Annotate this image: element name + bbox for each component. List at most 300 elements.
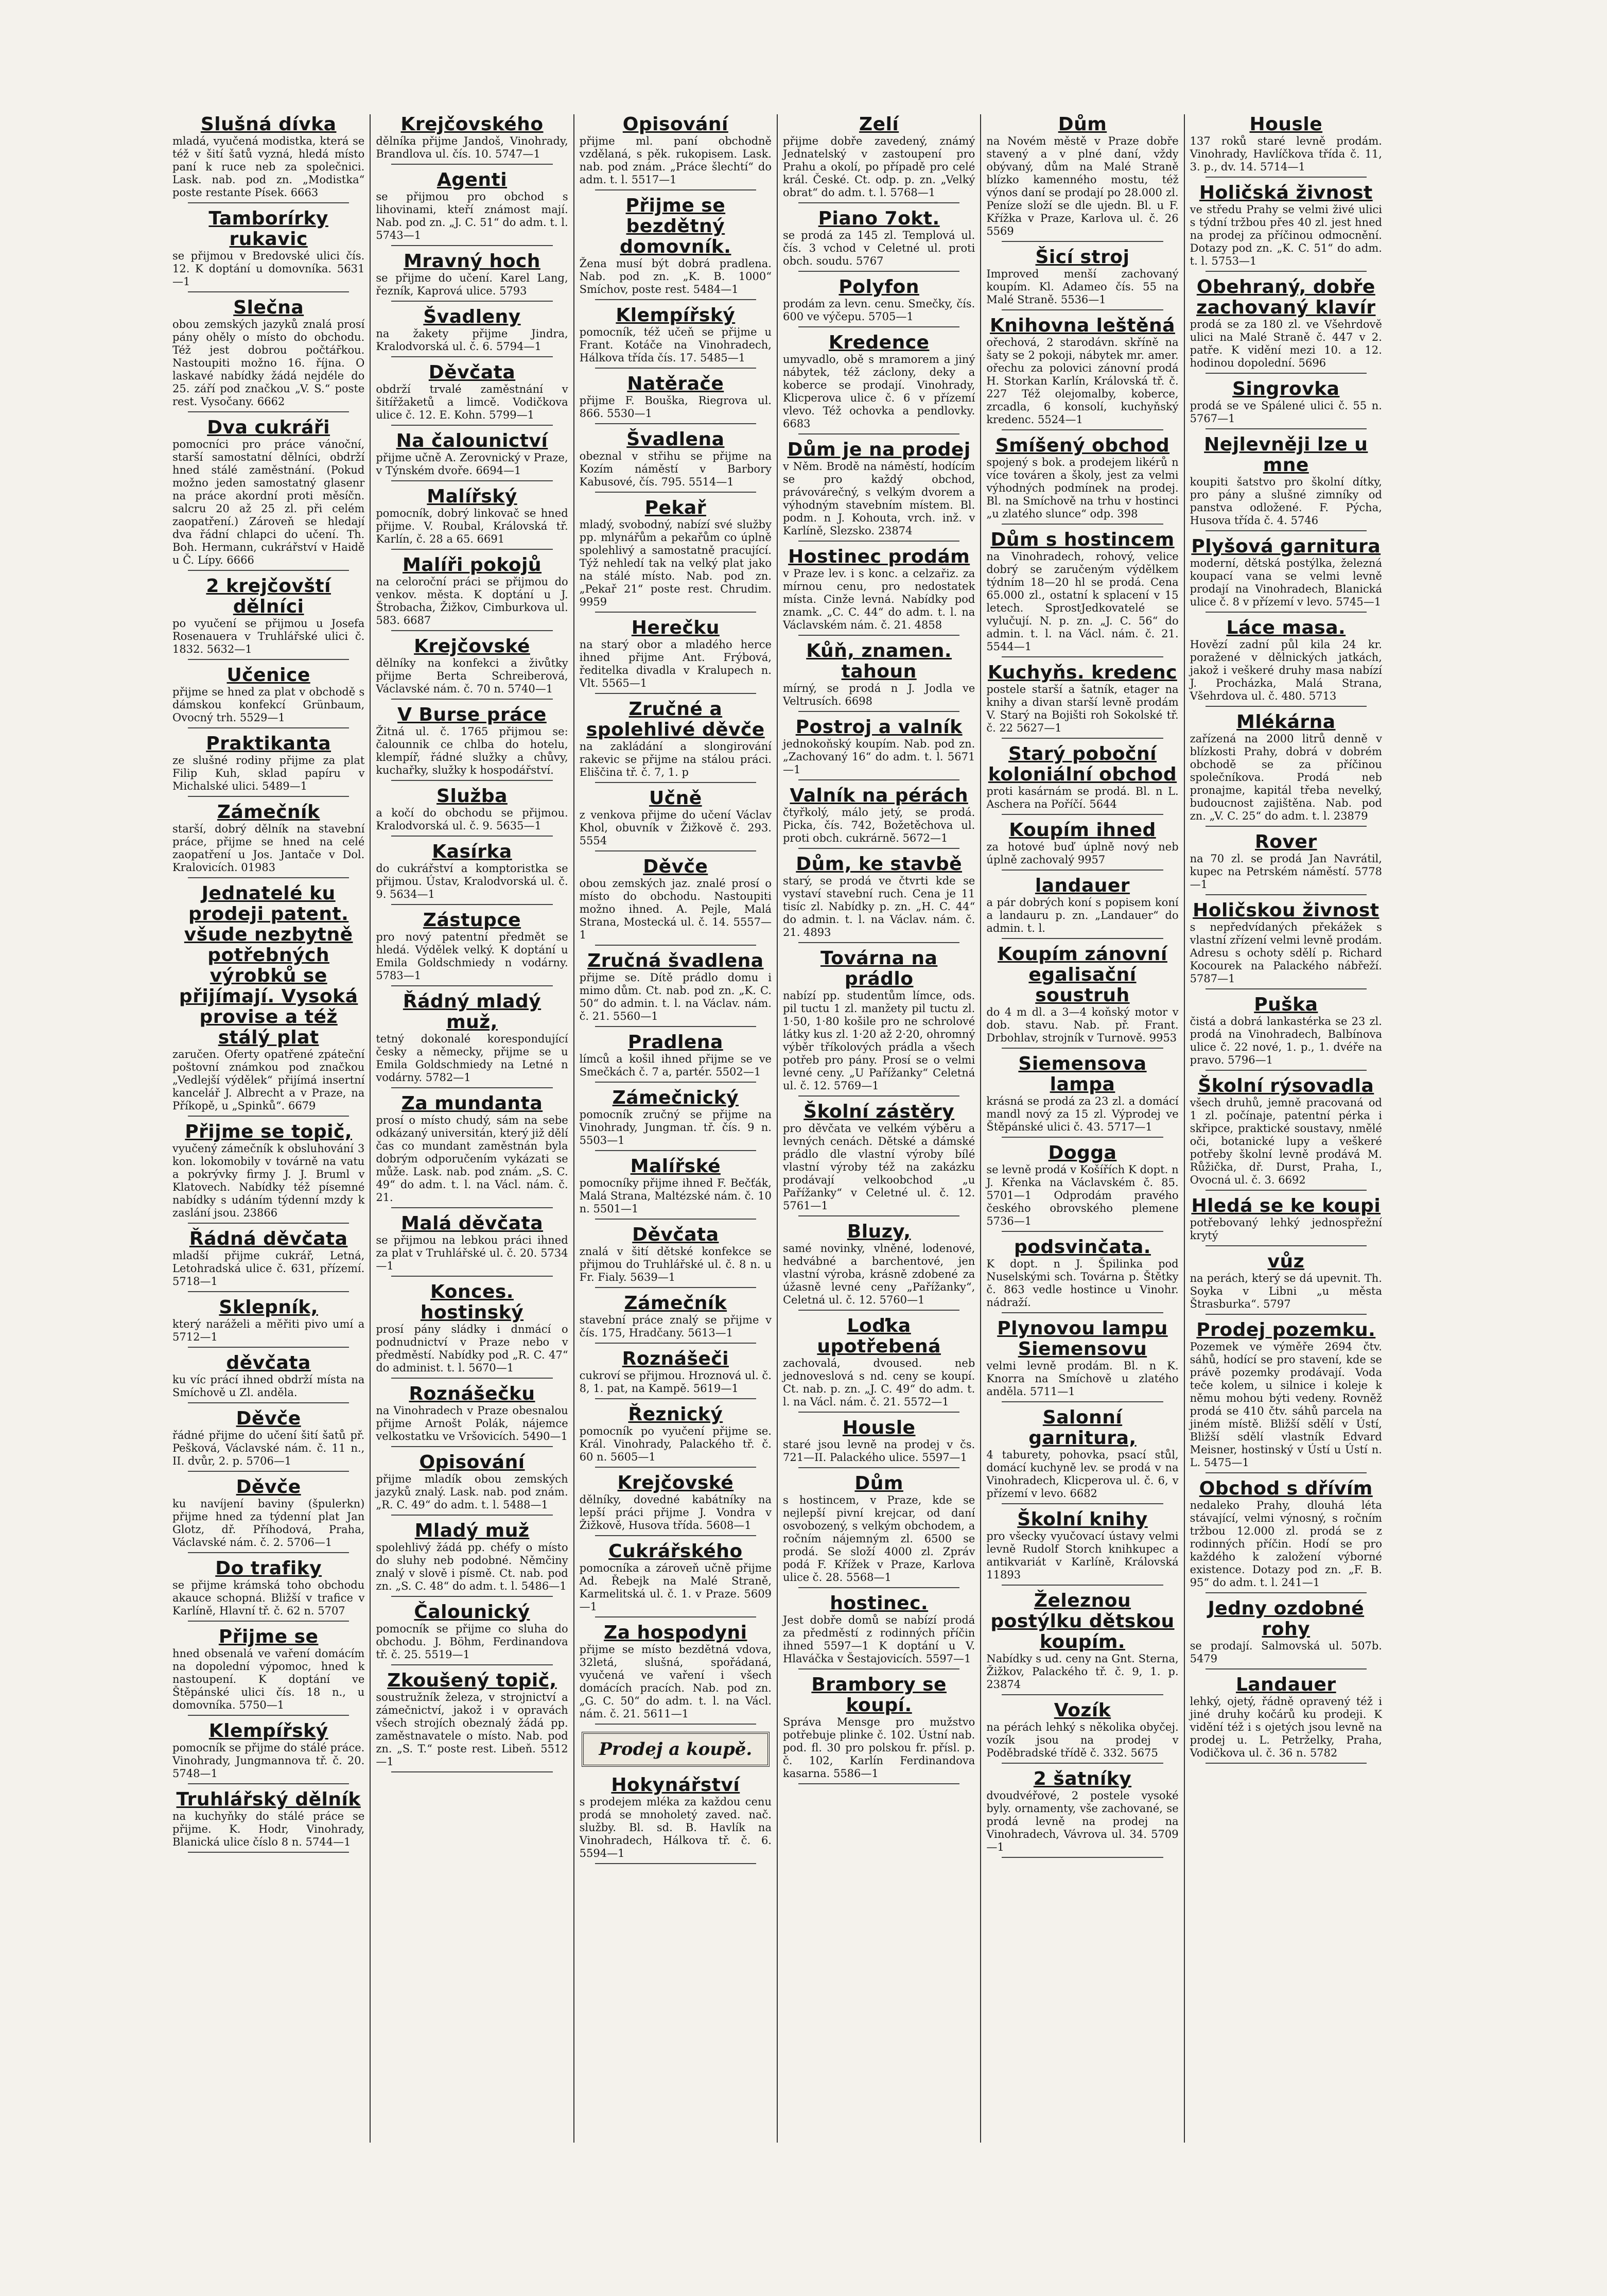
ad-headline: Školní knihy <box>1017 1509 1148 1530</box>
ad-divider <box>1206 706 1367 707</box>
ad-divider <box>1206 530 1367 531</box>
classified-ad <box>376 786 568 837</box>
ad-divider <box>595 299 756 300</box>
ad-divider <box>188 1621 349 1622</box>
ad-body: prosí o místo chudý, sám na sebe odkázaný universitán, který již dělí čas co mundant zaměstnán byla dobrým odporučením vykázati se může. Lask. nab. pod znám. „S. C. 49“ do adm. t. l. na Václ. nám. č. 21. <box>376 1114 568 1204</box>
classified-ad <box>986 114 1178 242</box>
classified-ad <box>1190 183 1382 272</box>
ad-body: soustružník železa, v strojnictví a zámečnictví, jakož i v opravách všech strojích obeznalý žádá pp. zaměstnavatele o místo. Nab. pod zn. „S. T.“ poste rest. Libeň. 5512—1 <box>376 1691 568 1768</box>
ad-body: pro děvčata ve velkém výběru a levných cenách. Dětské a dámské prádlo dle vlastní výroby bílé vlastní výroby též na zakázku prodávají velkoobchod „u Pařížanky“ v Celetné ul. č. 12. 5761—1 <box>782 1122 975 1212</box>
ad-headline: Slušná dívka <box>200 114 337 135</box>
classified-ad <box>172 1477 364 1553</box>
ad-headline: Malířský <box>427 486 517 507</box>
ad-body: čtyřkolý, málo jetý, se prodá. Picka, čís. 742, Božetěchova ul. proti obch. cukrárně. 5672—1 <box>782 806 975 844</box>
classified-ad <box>1190 379 1382 429</box>
ad-headline: Natěrače <box>627 373 724 394</box>
ad-divider <box>595 612 756 613</box>
classified-ad <box>376 486 568 550</box>
classified-ad <box>172 418 364 571</box>
ad-headline: Školní rýsovadla <box>1198 1075 1374 1097</box>
ad-body: K dopt. n J. Špilinka pod Nuselskými sch. Továrna p. Štětky č. 863 vedle hostince u Vinohr. nádraží. <box>986 1258 1179 1309</box>
ad-divider <box>1002 869 1163 871</box>
ad-headline: Zkoušený topič, <box>387 1670 557 1691</box>
ad-body: prodá se za 180 zl. ve Všehrdově ulici na Malé Straně č. 447 v 2. patře. K vidění mezi 10. a 12. hodinou dopolední. 5696 <box>1190 318 1382 369</box>
ad-divider <box>391 1664 552 1665</box>
classified-ad <box>783 1593 975 1669</box>
ad-headline: Dogga <box>1048 1142 1117 1163</box>
ad-divider <box>391 985 552 986</box>
ad-headline: Housle <box>842 1417 916 1438</box>
ad-headline: Prodej pozemku. <box>1196 1319 1376 1341</box>
ad-body: nedaleko Prahy, dlouhá léta stávající, velmi výnosný, s ročním tržbou 12.000 zl. prodá se z rodinných příčin. Hodí se pro každého k založení výborné existence. Dotazy pod zn. „F. B. 95“ do adm. t. l. 241—1 <box>1190 1499 1382 1589</box>
ad-headline: 2 krejčovští dělníci <box>206 576 331 617</box>
ad-body: s hostincem, v Praze, kde se nejlepší pivní krejcar, od daní osvobozený, s velkým obchodem, a ročním nájemným zl. 6500 se prodá. Se složí 4000 zl. Zpráv podá F. Křížek v Praze, Karlova ulice č. 28. 5568—1 <box>782 1494 975 1584</box>
classified-ad <box>986 1700 1178 1764</box>
ad-divider <box>595 1535 756 1536</box>
ad-body: přijme se. Dítě prádlo domu i mimo dům. Ct. nab. pod zn. „K. C. 50“ do admin. t. l. na Václav. nám. č. 21. 5560—1 <box>579 971 772 1022</box>
classified-ad <box>783 1418 975 1468</box>
ad-headline: Dům <box>854 1473 903 1494</box>
ad-headline: Mlékárna <box>1236 711 1336 733</box>
ad-headline: Malá děvčata <box>400 1213 544 1234</box>
column-6 <box>1185 114 1387 2143</box>
classified-ad <box>1190 1479 1382 1593</box>
ad-divider <box>1002 241 1163 242</box>
classified-ad <box>1190 1598 1382 1669</box>
ad-headline: Švadleny <box>423 306 521 327</box>
ad-body: ořechová, 2 starodávn. skříně na šaty se 2 pokoji, nábytek mr. amer. ořechu za polovici zánovní prodá H. Storkan Karlín, Královská tř. č. 227 Též olejomalby, koberce, zrcadla, 6 konsolí, kuchyňský kredenc. 5524—1 <box>986 336 1179 426</box>
ad-headline: Za mundanta <box>401 1093 543 1114</box>
ad-divider <box>595 189 756 190</box>
ad-body: z venkova přijme do učení Václav Khol, obuvník v Žižkově č. 293. 5554 <box>579 809 772 847</box>
ad-headline: 2 šatníky <box>1033 1768 1132 1789</box>
section-heading-box <box>582 1732 770 1767</box>
ad-body: řádné přijme do učení šití šatů př. Pešková, Václavské nám. č. 11 n., II. dvůr, 2. p. 5706—1 <box>172 1429 365 1467</box>
ad-body: Pozemek ve výměře 2694 čtv. sáhů, hodící se pro stavení, kde se právě pozemky prodávají. Voda teče kolem, u silnice i koleje k němu mohou býti vedeny. Rovněž prodá se 410 čtv. sáhů parcela na jiném místě. Bližší sdělí v Ústí, Bližší sdělí vlastník Edvard Meisner, hostinský v Ústí u Ústí n. L. 5475—1 <box>1190 1341 1382 1469</box>
ad-body: zachovalá, dvoused. neb jednoveslová s nd. ceny se koupí. Ct. nab. p. zn. „J. C. 49“ do adm. t. l. na Václ. nám. č. 21. 5572—1 <box>782 1357 975 1408</box>
ad-body: vyučený zámečník k obsluhování 3 kon. lokomobily v továrně na vatu a pokrývky firmy J. J. Bruml v Klatovech. Nabídky též písemné nabídky s udáním týdenní mzdy k zaslání jsou. 23866 <box>172 1142 365 1219</box>
ad-divider <box>1206 1592 1367 1593</box>
classified-ad <box>783 1102 975 1216</box>
ad-headline: Obehraný, dobře zachovaný klavír <box>1196 276 1376 318</box>
classified-ad <box>1190 1196 1382 1246</box>
classified-ad <box>986 436 1178 525</box>
ad-body: 137 roků staré levně prodám. Vinohrady, Havlíčkova třída č. 11, 3. p., dv. 14. 5714—1 <box>1190 135 1382 173</box>
ad-body: Hovězí zadní půl kila 24 kr. poražené v dělnických jatkách, jakož i veškeré druhy masa nabízí J. Procházka, Malá Strana, Všehrdova ul. č. 480. 5713 <box>1190 638 1382 702</box>
ad-divider <box>1206 1070 1367 1071</box>
classified-ad <box>172 208 364 292</box>
ad-body: potřebovaný lehký jednospřežní krytý <box>1190 1216 1382 1242</box>
ad-headline: Řeznický <box>628 1404 723 1425</box>
ad-body: na 70 zl. se prodá Jan Navrátil, kupec na Petrském náměstí. 5778—1 <box>1190 853 1382 891</box>
ad-headline: Brambory se koupí. <box>811 1674 947 1716</box>
ad-headline: podsvinčata. <box>1014 1237 1151 1258</box>
ad-headline: Dům <box>1058 114 1107 135</box>
ad-body: Žena musí být dobrá pradlena. Nab. pod zn. „K. B. 1000“ Smíchov, poste rest. 5484—1 <box>579 257 772 295</box>
ad-headline: Herečku <box>631 617 720 638</box>
ad-divider <box>1002 524 1163 525</box>
ad-divider <box>391 1515 552 1516</box>
ad-body: postele starší a šatník, etager na knihy a divan starší levně prodám V. Starý na Bojišti roh Sokolské tř. č. 22 5627—1 <box>986 683 1179 734</box>
classified-ad <box>1190 1251 1382 1315</box>
classified-ad <box>1190 434 1382 531</box>
ad-body: obeznal v střihu se přijme na Kozím náměstí v Barbory Kabusové, čís. 795. 5514—1 <box>579 450 772 488</box>
ad-body: Jest dobře domů se nabízí prodá za předměstí z rodinných příčin ihned 5597—1 K doptání u V. Hlaváčka v Šestajovicích. 5597—1 <box>782 1614 975 1665</box>
classified-ad <box>172 665 364 728</box>
classified-ad <box>172 734 364 797</box>
ad-divider <box>188 1715 349 1716</box>
ad-divider <box>798 271 959 272</box>
ad-headline: Kůň, znamen. tahoun <box>806 640 952 682</box>
ad-body: v Praze lev. i s konc. a celzařiz. za mírnou cenu, pro nedostatek místa. Cinže levná. Nabídky pod znamk. „C. C. 44“ do adm. t. l. na Václavském nám. č. 21. 4858 <box>782 567 975 631</box>
classified-ad <box>1190 114 1382 178</box>
ad-divider <box>188 1223 349 1224</box>
classified-ad <box>580 196 772 300</box>
ad-headline: hostinec. <box>830 1593 929 1614</box>
classified-ad <box>580 951 772 1027</box>
ad-body: 4 taburety, pohovka, psací stůl, domácí kuchyně lev. se prodá v na Vinohradech, Klicperova ul. č. 6, v přízemí v levo. 6682 <box>986 1449 1179 1500</box>
ad-headline: Švadlena <box>626 429 725 450</box>
ad-headline: Holičská živnost <box>1199 182 1373 203</box>
ad-divider <box>188 1852 349 1853</box>
ad-divider <box>1206 612 1367 613</box>
classified-ad <box>376 1602 568 1665</box>
ad-headline: Krejčovského <box>400 114 544 135</box>
ad-headline: Kuchyňs. kredenc <box>988 662 1177 683</box>
classified-ad <box>783 1473 975 1588</box>
ad-headline: Opisování <box>419 1452 525 1473</box>
ad-headline: Pradlena <box>627 1032 723 1053</box>
classified-ad <box>783 440 975 542</box>
ad-headline: Čalounický <box>414 1602 530 1623</box>
ad-headline: Školní zástěry <box>804 1101 955 1122</box>
ad-headline: Děvčata <box>632 1224 719 1245</box>
ad-body: na Novém městě v Praze dobře stavený a v plné daní, vždy obývaný, dům na Malé Straně blízko kamenného mostu, též výnos daní se prodají po 28.000 zl. Peníze složí se dle ujedn. Bl. u F. Křížka v Praze, Karlova ul. č. 26 5569 <box>986 135 1179 237</box>
classified-ad <box>783 208 975 272</box>
ad-headline: Zástupce <box>423 910 521 931</box>
ad-headline: Siemensova lampa <box>1018 1053 1147 1095</box>
ad-divider <box>798 1310 959 1311</box>
ad-body: pomocník, též učeň se přijme u Frant. Kotáče na Vinohradech, Hálkova třída čís. 17. 5485—1 <box>579 326 772 364</box>
ad-body: na zakládání a slongirování rakevic se přijme na stálou práci. Eliščina tř. č. 7, 1. p <box>579 740 772 778</box>
ad-divider <box>391 1771 552 1772</box>
ad-body: krásná se prodá za 23 zl. a domácí mandl nový za 15 zl. Výprodej ve Štěpánské ulici č. 43. 5717—1 <box>986 1095 1179 1133</box>
ad-body: obou zemských jaz. znalé prosí o místo do obchodu. Nastoupiti možno ihned. A. Pejle, Malá Strana, Mostecká ul. č. 14. 5557—1 <box>579 877 772 941</box>
ad-body: pomocníci pro práce vánoční, starší samostatní dělníci, obdrží hned stálé zaměstnání. (Pokud možno jeden samostatný glasenr na práce akordní proti měsíčn. salcru 20 až 25 zl. při celém zaopatření.) Zároveň se hledají dva řádní chlapci do učení. Th. Boh. Hermann, cukrářství v Haidě u Č. Lípy. 6666 <box>172 438 365 566</box>
classified-ad <box>986 663 1178 739</box>
ad-headline: Slečna <box>233 297 304 318</box>
ad-body: přijme se místo bezdětná vdova, 32letá, slušná, spořádaná, vyučená ve vaření i všech domácích pracích. Nab. pod zn. „G. C. 50“ do adm. t. l. na Václ. nám. č. 21. 5611—1 <box>579 1643 772 1720</box>
classified-ad <box>172 1408 364 1472</box>
classified-ad <box>376 705 568 781</box>
ad-headline: Postroj a valník <box>795 717 963 738</box>
ad-headline: Přijme se <box>218 1626 319 1647</box>
ad-body: pomocník se přijme do stálé práce. Vinohrady, Jungmannova tř. č. 20. 5748—1 <box>172 1742 365 1780</box>
ad-divider <box>798 848 959 849</box>
classified-ad <box>376 170 568 246</box>
ad-headline: Jednatelé ku prodeji patent. všude nezbytně potřebných výrobků se přijímají. Vysoká provise a též stálý plat <box>179 883 358 1048</box>
ad-divider <box>1002 1137 1163 1138</box>
classified-ad <box>580 429 772 493</box>
ad-headline: Hostinec prodám <box>788 546 970 567</box>
ad-headline: Krejčovské <box>414 636 530 657</box>
ad-divider <box>798 1668 959 1669</box>
ad-divider <box>188 291 349 292</box>
ad-body: spojený s bok. a prodejem likérů n více továren a školy, jest za velmi výhodných podmínek na prodej. Bl. na Smíchově na trhu v hostinci „u zlatého slunce“ odp. 398 <box>986 456 1179 520</box>
classified-ad <box>580 788 772 851</box>
ad-divider <box>1206 1245 1367 1246</box>
ad-headline: Mravný hoch <box>404 251 540 272</box>
ad-body: pro všecky vyučovací ústavy velmi levně Rudolf Storch knihkupec a antikvariát v Karlíně, Královská 11893 <box>986 1530 1179 1581</box>
ad-divider <box>798 779 959 780</box>
ad-headline: Děvče <box>236 1476 301 1498</box>
ad-divider <box>391 549 552 550</box>
classified-ad <box>376 1213 568 1277</box>
ad-body: jednokoňský koupím. Nab. pod zn. „Zachovaný 16“ do adm. t. l. 5671—1 <box>782 738 975 776</box>
ad-headline: Za hospodyni <box>604 1622 747 1643</box>
ad-headline: Továrna na prádlo <box>820 948 938 989</box>
ad-body: a kočí do obchodu se přijmou. Kralodvorská ul. č. 9. 5635—1 <box>376 807 568 832</box>
classified-ad <box>580 1088 772 1151</box>
ad-headline: Železnou postýlku dětskou koupím. <box>990 1590 1175 1653</box>
ad-divider <box>595 1219 756 1220</box>
classified-ad <box>986 876 1178 939</box>
classified-ad <box>172 576 364 660</box>
classified-ad <box>783 786 975 849</box>
classified-ad <box>580 1349 772 1399</box>
ad-headline: Dům, ke stavbě <box>796 854 963 875</box>
column-4 <box>778 114 981 2143</box>
ad-headline: Kasírka <box>432 841 512 862</box>
ad-headline: Salonní garnitura, <box>1028 1407 1137 1449</box>
ad-body: Žitná ul. č. 1765 přijmou se: čalounnik ce chlba do hotelu, klempíř, řádné služky a chůvy, kuchařky, služky k hospodářství. <box>376 725 568 776</box>
classified-ad <box>580 305 772 369</box>
ad-divider <box>188 877 349 878</box>
ad-headline: Koupím zánovní egalisační soustruh <box>998 944 1167 1006</box>
ad-divider <box>1206 428 1367 429</box>
ad-headline: Landauer <box>1235 1674 1336 1695</box>
ad-body: znalá v šití dětské konfekce se přijmou do Truhlářské ul. č. 8 n. u Fr. Fialy. 5639—1 <box>579 1245 772 1283</box>
ad-headline: Truhlářský dělník <box>176 1789 361 1810</box>
ad-headline: Zámečnický <box>612 1087 739 1108</box>
ad-headline: landauer <box>1035 875 1130 896</box>
ad-divider <box>1002 1585 1163 1586</box>
ad-divider <box>188 1291 349 1292</box>
ad-body: ve středu Prahy se velmi živé ulici s týdní tržbou přes 40 zl. jest hned na prodej za příčinou odmocnění. Dotazy pod zn. „K. C. 51“ do adm. t. l. 5753—1 <box>1190 203 1382 267</box>
ad-body: hned obsenalá ve vaření domácím na dopolední výpomoc, hned k nastoupení. K doptání ve Štěpánské ulici čís. 18 n., u domovníka. 5750—1 <box>172 1647 365 1711</box>
ad-body: ku navíjení baviny (špulerkn) přijme hned za týdenní plat Jan Glotz, dř. Příhodová, Praha, Václavské nám. č. 2. 5706—1 <box>172 1498 365 1549</box>
ad-body: na Vinohradech, rohový, velice dobrý se zaručeným výdělkem týdním 18—20 hl se prodá. Cena 65.000 zl., ostatní k splacení v 15 letech. SprostJedkovatelé se vylučují. N. p. zn. „J. C. 56“ do admin. t. l. na Václ. nám. č. 21. 5544—1 <box>986 550 1179 653</box>
ad-body: staré jsou levně na prodej v čs. 721—II. Palackého ulice. 5597—1 <box>782 1438 975 1464</box>
classified-ad <box>986 1407 1178 1504</box>
ad-headline: Holičskou živnost <box>1193 900 1379 921</box>
ad-body: nabízí pp. studentům límce, ods. pil tuctu 1 zl. manžety pil tuctu zl. 1·50, 1·80 košile pro ne schrolové látky kus zl. 1·20 až 2·20, ohromný výběr tříkolových prádla a všech potřeb pro pány. Prosí se o velmi levné ceny. „U Pařížanky“ Celetná ul. č. 12. 5769—1 <box>782 989 975 1092</box>
classified-ad <box>1190 277 1382 374</box>
classified-ad <box>580 618 772 694</box>
ad-headline: Malířské <box>630 1156 721 1177</box>
ad-divider <box>1206 1314 1367 1315</box>
ad-divider <box>1206 373 1367 374</box>
ad-divider <box>1002 1503 1163 1504</box>
ad-body: čistá a dobrá lankastérka se 23 zl. prodá na Vinohradech, Balbínova ulice č. 22 nové, 1. p., 1. dvéře na pravo. 5796—1 <box>1190 1015 1382 1066</box>
ad-body: se přijme krámská toho obchodu akauce schopná. Bližší v trafice v Karlíně, Hlavní tř. č. 62 n. 5707 <box>172 1579 365 1617</box>
ad-divider <box>391 904 552 905</box>
ad-headline: Opisování <box>622 114 728 135</box>
classified-ad <box>986 1591 1178 1695</box>
ad-headline: Konces. hostinský <box>420 1281 524 1323</box>
classified-ad <box>783 1222 975 1311</box>
ad-divider <box>798 1215 959 1216</box>
ad-body: za hotové buď úplně nový neb úplně zachovalý 9957 <box>986 841 1179 866</box>
classified-ad <box>376 636 568 700</box>
ad-divider <box>1002 814 1163 815</box>
ad-body: velmi levně prodám. Bl. n K. Knorra na Smíchově u zlatého anděla. 5711—1 <box>986 1360 1179 1398</box>
classified-ad <box>986 744 1178 815</box>
ad-headline: Přijme se bezdětný domovník. <box>620 195 731 257</box>
ad-body: spolehlivý žádá pp. chéfy o místo do sluhy neb podobné. Němčiny znalý v slově i písmě. Ct. nab. pod zn. „S. C. 48“ do adm. t. l. 5486—1 <box>376 1541 568 1592</box>
ad-body: dělníka přijme Jandoš, Vinohrady, Brandlova ul. čís. 10. 5747—1 <box>376 135 568 160</box>
ad-headline: Řádný mladý muž, <box>403 991 542 1033</box>
classified-ad <box>580 114 772 190</box>
ad-divider <box>595 1026 756 1027</box>
ad-headline: Šicí stroj <box>1035 247 1130 268</box>
classified-ad <box>580 1404 772 1468</box>
ad-divider <box>391 245 552 246</box>
ad-divider <box>391 1087 552 1088</box>
classified-ad <box>1190 832 1382 895</box>
classified-ad <box>376 114 568 165</box>
classified-ad <box>580 1225 772 1288</box>
ad-divider <box>1002 1231 1163 1232</box>
ad-body: prodám za levn. cenu. Smečky, čís. 600 ve výčepu. 5705—1 <box>782 298 975 323</box>
ad-body: límců a košil ihned přijme se ve Smečkách č. 7 a, partér. 5502—1 <box>579 1053 772 1078</box>
ad-body: starší, dobrý dělník na stavební práce, přijme se hned na celé zaopatření u Jos. Jantače v Dol. Kralovicích. 01983 <box>172 823 365 874</box>
ad-divider <box>1206 1472 1367 1473</box>
ad-body: Nabídky s ud. ceny na Gnt. Sterna, Žižkov, Palackého tř. č. 9, 1. p. 23874 <box>986 1653 1179 1691</box>
ad-headline: Singrovka <box>1232 378 1340 399</box>
ad-body: mírný, se prodá n J. Jodla ve Veltrusích. 6698 <box>782 682 975 707</box>
ad-headline: Knihovna leštěná <box>990 315 1175 336</box>
ad-headline: Tamborírky rukavic <box>208 208 328 250</box>
ad-body: do cukrářství a komptoristka se přijmou. Ústav, Kralodvorská ul. č. 9. 5634—1 <box>376 862 568 900</box>
ad-headline: Dům s hostincem <box>990 529 1175 550</box>
classified-ad <box>986 1769 1178 1858</box>
classified-ad <box>580 1775 772 1864</box>
ad-divider <box>391 480 552 481</box>
classified-ad <box>1190 1076 1382 1191</box>
ad-body: na perách, který se dá upevnit. Th. Soyka v Libni „u města Štrasburka“. 5797 <box>1190 1272 1382 1310</box>
ad-divider <box>188 1402 349 1403</box>
ad-headline: Roznášeči <box>622 1348 729 1369</box>
classified-ad <box>783 948 975 1097</box>
ad-headline: Přijme se topič, <box>185 1121 353 1142</box>
classified-ad <box>172 298 364 412</box>
ad-divider <box>1002 1401 1163 1402</box>
classified-ad <box>376 1452 568 1516</box>
ad-body: starý, se prodá ve čtvrti kde se vystaví stavební ruch. Cena je 11 tisíc zl. Nabídky p. zn. „H. C. 44“ do admin. t. l. na Václav. nám. č. 21. 4893 <box>782 875 975 938</box>
ad-body: umyvadlo, obě s mramorem a jiný nábytek, též záclony, deky a koberce se prodají. Vinohrady, Klicperova ulice č. 6 v přízemí vlevo. Též ochovka a pendlovky. 6683 <box>782 353 975 430</box>
ad-divider <box>1002 429 1163 430</box>
ad-body: lehký, ojetý, řádně opravený též i jiné druhy kočárů ku prodeji. K vidění též i s ojetých jsou levně na prodej u. L. Petrželky, Praha, Vodičkova ul. č. 36 n. 5782 <box>1190 1695 1382 1759</box>
ad-body: samé novinky, vlněné, lodenové, hedvábné a barchentové, jen vlastní výroba, krásně zdobené za úžasně levné ceny „Pařížanky“, Celetná ul. č. 12. 5760—1 <box>782 1242 975 1306</box>
ad-body: dvoudvéřové, 2 postele vysoké byly. ornamenty, vše zachované, se prodá levně na prodej na Vinohradech, Vávrova ul. 34. 5709—1 <box>986 1789 1179 1853</box>
classified-ad <box>172 1721 364 1784</box>
ad-body: přijme mladík obou zemských jazyků znalý. Lask. nab. pod znám. „R. C. 49“ do adm. t. l. 5488—1 <box>376 1473 568 1511</box>
ad-headline: Obchod s dřívím <box>1199 1478 1373 1499</box>
classified-ad <box>783 277 975 327</box>
ad-body: cukroví se přijmou. Hroznová ul. č. 8, 1. pat, na Kampě. 5619—1 <box>579 1369 772 1395</box>
classified-ad <box>376 1671 568 1772</box>
ad-divider <box>391 1446 552 1447</box>
ad-body: prosí pány sládky i dnmácí o podnudnictví v Praze nebo v předměstí. Nabídky pod „R. C. 47“ do administ. t. l. 5670—1 <box>376 1323 568 1374</box>
ad-divider <box>391 1276 552 1277</box>
ad-body: na pérách lehký s několika obyčej. vozík jsou na prodej v Poděbradské třídě č. 332. 5675 <box>986 1721 1179 1759</box>
ad-divider <box>188 796 349 797</box>
ad-divider <box>595 945 756 946</box>
ad-divider <box>391 301 552 302</box>
ad-body: mladší přijme cukrář, Letná, Letohradská ulice č. 631, přízemí. 5718—1 <box>172 1249 365 1288</box>
ad-body: dělníky na konfekci a živůtky přijme Berta Schreiberová, Václavské nám. č. 70 n. 5740—1 <box>376 657 568 695</box>
ad-divider <box>188 411 349 412</box>
ad-divider <box>798 1587 959 1588</box>
ad-headline: Smíšený obchod <box>995 435 1170 456</box>
ad-divider <box>595 693 756 694</box>
classified-ad <box>580 374 772 424</box>
classified-ad <box>376 1521 568 1597</box>
classified-ad <box>172 1122 364 1224</box>
ad-headline: Dva cukráři <box>207 417 330 438</box>
classified-ad <box>172 883 364 1117</box>
ad-divider <box>1206 1190 1367 1191</box>
ad-body: dělníky, dovedné kabátníky na lepší práci přijme J. Vondra v Žižkově, Husova třída. 5608—1 <box>579 1493 772 1532</box>
ad-divider <box>1002 1857 1163 1858</box>
ad-divider <box>391 356 552 357</box>
classified-ad <box>376 555 568 631</box>
ad-headline: děvčata <box>226 1352 311 1373</box>
ad-divider <box>391 699 552 700</box>
column-5 <box>981 114 1184 2143</box>
ad-divider <box>595 850 756 851</box>
ad-divider <box>798 1783 959 1784</box>
ad-divider <box>595 782 756 783</box>
ad-headline: Zámečník <box>217 802 320 823</box>
ad-body: přijme dobře zavedený, známý Jednatelský v zastoupení pro Prahu a okolí, po případě pro celé král. České. Ct. odp. p. zn. „Velký obrat“ do adm. t. l. 5768—1 <box>782 135 975 199</box>
classified-ad <box>580 1293 772 1344</box>
ad-body: se přijmou pro obchod s lihovinami, kteří známost mají. Nab. pod zn. „J. C. 51“ do adm. t. l. 5743—1 <box>376 190 568 241</box>
classified-ad <box>986 1143 1178 1232</box>
ad-headline: Mladý muž <box>414 1520 530 1541</box>
ad-divider <box>595 1398 756 1399</box>
ad-headline: V Burse práce <box>397 704 547 725</box>
classified-ad <box>376 910 568 986</box>
ad-divider <box>391 630 552 631</box>
ad-divider <box>188 202 349 203</box>
ad-divider <box>391 425 552 426</box>
ad-divider <box>188 1116 349 1117</box>
ad-body: v Něm. Brodě na náměstí, hodícím se pro každý obchod, právovárečný, s velkým dvorem a výhodným stavebním místem. Bl. podm. n J. Kohouta, vrch. inž. v Karlíně, Slezsko. 23874 <box>782 460 975 537</box>
classified-ad <box>1190 536 1382 613</box>
ad-headline: Nejlevněji lze u mne <box>1204 434 1368 476</box>
ad-divider <box>595 1343 756 1344</box>
ad-headline: Praktikanta <box>206 733 331 754</box>
classified-ad <box>1190 900 1382 989</box>
ad-headline: Roznášečku <box>409 1383 535 1404</box>
classified-ad <box>986 944 1178 1049</box>
ad-body: přijme F. Bouška, Riegrova ul. 866. 5530—1 <box>579 394 772 420</box>
ad-divider <box>798 326 959 327</box>
classified-ad <box>376 1093 568 1208</box>
ad-divider <box>1206 826 1367 827</box>
